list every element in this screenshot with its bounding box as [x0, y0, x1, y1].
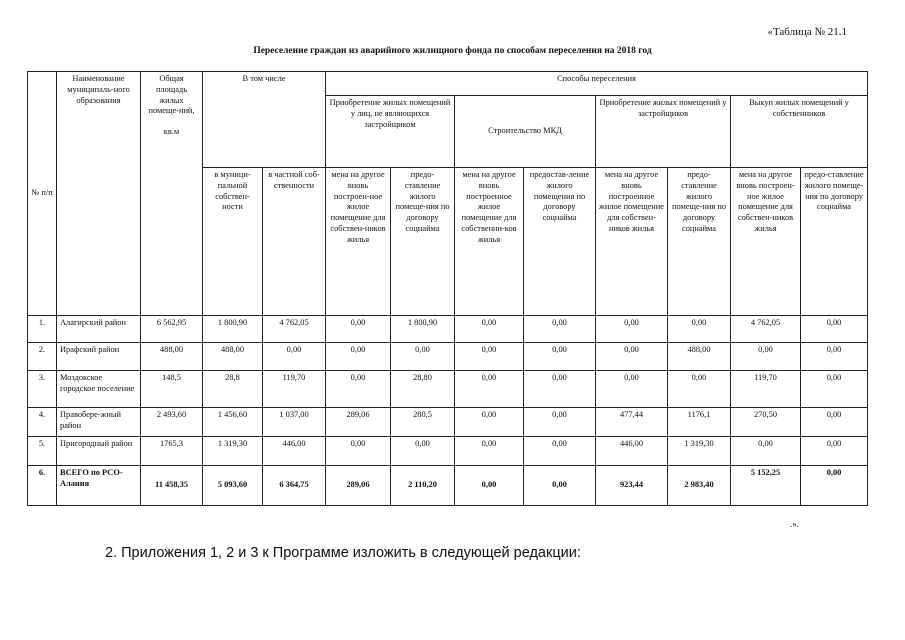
closing-quote: .».: [790, 519, 799, 529]
row-g1-provide: 28,80: [391, 371, 455, 408]
row-private: 119,70: [263, 371, 326, 408]
total-municipal: 5 093,60: [203, 466, 263, 506]
header-g3-exchange: мена на другое вновь построенное жилое помещение для собствен-ников жилья: [596, 168, 668, 316]
row-g2-exchange: 0,00: [455, 343, 524, 371]
row-g1-provide: 1 800,90: [391, 316, 455, 343]
row-g3-provide: 1 319,30: [668, 437, 731, 466]
row-area: 1765,3: [141, 437, 203, 466]
row-g2-exchange: 0,00: [455, 371, 524, 408]
total-g2-exchange: 0,00: [455, 466, 524, 506]
table-row: [28, 371, 868, 408]
total-g4-provide: 0,00: [801, 466, 868, 506]
total-private: 6 364,75: [263, 466, 326, 506]
row-private: 446,00: [263, 437, 326, 466]
row-municipal: 488,00: [203, 343, 263, 371]
header-area-unit: кв.м: [163, 127, 180, 136]
row-g3-exchange: 0,00: [596, 343, 668, 371]
table-caption: «Таблица № 21.1: [767, 26, 847, 38]
row-number: 3.: [28, 371, 57, 408]
row-name: Ирафский район: [57, 343, 141, 371]
row-g2-provide: 0,00: [524, 437, 596, 466]
row-municipal: 1 456,60: [203, 408, 263, 437]
row-g2-provide: 0,00: [524, 343, 596, 371]
table-row: [28, 408, 868, 437]
row-g3-provide: 0,00: [668, 371, 731, 408]
header-g4-exchange: мена на другое вновь построен-ное жилое помещение для собствен-ников жилья: [731, 168, 801, 316]
total-row: [28, 466, 868, 506]
header-methods: Способы переселения: [326, 72, 868, 96]
row-area: 148,5: [141, 371, 203, 408]
row-g1-exchange: 0,00: [326, 316, 391, 343]
header-g4-provide: предо-ставление жилого помеще-ния по договору соцнайма: [801, 168, 868, 316]
row-g4-exchange: 119,70: [731, 371, 801, 408]
row-g3-exchange: 0,00: [596, 316, 668, 343]
total-g3-provide: 2 983,40: [668, 466, 731, 506]
row-g4-exchange: 270,50: [731, 408, 801, 437]
row-g4-provide: 0,00: [801, 408, 868, 437]
table-row: [28, 437, 868, 466]
header-g1-provide: предо-ставление жилого помеще-ния по договору соцнайма: [391, 168, 455, 316]
row-g2-exchange: 0,00: [455, 437, 524, 466]
header-g3-provide: предо-ставление жилого помеще-ния по договору соцнайма: [668, 168, 731, 316]
row-g3-provide: 488,00: [668, 343, 731, 371]
paragraph-text: 2. Приложения 1, 2 и 3 к Программе изложить в следующей редакции:: [105, 545, 581, 561]
row-number: 2.: [28, 343, 57, 371]
total-name: ВСЕГО по РСО-Алания: [57, 466, 141, 506]
total-area: 11 458,35: [141, 466, 203, 506]
header-including: В том числе: [203, 72, 326, 168]
row-g3-provide: 1176,1: [668, 408, 731, 437]
header-num: № п/п: [28, 72, 57, 316]
row-g1-provide: 0,00: [391, 437, 455, 466]
row-g2-provide: 0,00: [524, 408, 596, 437]
row-number: 4.: [28, 408, 57, 437]
row-g4-provide: 0,00: [801, 343, 868, 371]
row-g1-exchange: 0,00: [326, 371, 391, 408]
total-g2-provide: 0,00: [524, 466, 596, 506]
row-municipal: 1 319,30: [203, 437, 263, 466]
document-title: Переселение граждан из аварийного жилищного фонда по способам переселения на 2018 год: [253, 46, 652, 56]
row-name: Моздокское городское поселение: [57, 371, 141, 408]
row-g3-exchange: 477,44: [596, 408, 668, 437]
header-name: Наименование муниципаль-ного образования: [57, 72, 141, 316]
header-area-label: Общая площадь жилых помеще-ний,: [148, 74, 195, 116]
row-name: Алагирский район: [57, 316, 141, 343]
header-group-3: Приобретение жилых помещений у застройщиков: [596, 96, 731, 168]
header-sub-private: в частной соб-ственности: [263, 168, 326, 316]
row-g2-exchange: 0,00: [455, 316, 524, 343]
row-name: Правобере-жный район: [57, 408, 141, 437]
row-g4-exchange: 0,00: [731, 437, 801, 466]
row-area: 488,00: [141, 343, 203, 371]
row-g1-exchange: 0,00: [326, 437, 391, 466]
row-g3-exchange: 0,00: [596, 371, 668, 408]
row-g4-provide: 0,00: [801, 316, 868, 343]
row-private: 1 037,00: [263, 408, 326, 437]
row-g3-provide: 0,00: [668, 316, 731, 343]
total-g3-exchange: 923,44: [596, 466, 668, 506]
header-group-1: Приобретение жилых помещений у лиц, не являющихся застройщиком: [326, 96, 455, 168]
header-sub-municipal: в муници-пальной собствен-ности: [203, 168, 263, 316]
row-area: 2 493,60: [141, 408, 203, 437]
total-g4-exchange: 5 152,25: [731, 466, 801, 506]
row-g4-exchange: 0,00: [731, 343, 801, 371]
row-g4-provide: 0,00: [801, 437, 868, 466]
row-municipal: 28,8: [203, 371, 263, 408]
total-g1-exchange: 289,06: [326, 466, 391, 506]
row-private: 4 762,05: [263, 316, 326, 343]
header-g2-provide: предостав-ление жилого помещения по договору соцнайма: [524, 168, 596, 316]
total-number: 6.: [28, 466, 57, 506]
row-g1-exchange: 0,00: [326, 343, 391, 371]
row-g1-provide: 0,00: [391, 343, 455, 371]
header-area: [141, 72, 203, 316]
header-g1-exchange: мена на другое вновь построен-ное жилое помещение для собствен-ников жилья: [326, 168, 391, 316]
row-number: 5.: [28, 437, 57, 466]
row-area: 6 562,95: [141, 316, 203, 343]
row-number: 1.: [28, 316, 57, 343]
header-g2-exchange: мена на другое вновь построенное жилое помещение для собственни-ков жилья: [455, 168, 524, 316]
row-g3-exchange: 446,00: [596, 437, 668, 466]
resettlement-table: [27, 71, 868, 506]
total-g1-provide: 2 110,20: [391, 466, 455, 506]
header-group-2: Строительство МКД: [455, 96, 596, 168]
row-g1-exchange: 289,06: [326, 408, 391, 437]
row-private: 0,00: [263, 343, 326, 371]
row-g4-exchange: 4 762,05: [731, 316, 801, 343]
row-g2-provide: 0,00: [524, 371, 596, 408]
row-name: Пригородный район: [57, 437, 141, 466]
header-row-1: [28, 72, 868, 96]
table-row: [28, 343, 868, 371]
row-g2-exchange: 0,00: [455, 408, 524, 437]
row-g2-provide: 0,00: [524, 316, 596, 343]
table-row: [28, 316, 868, 343]
row-municipal: 1 800,90: [203, 316, 263, 343]
row-g1-provide: 280,5: [391, 408, 455, 437]
row-g4-provide: 0,00: [801, 371, 868, 408]
header-group-4: Выкуп жилых помещений у собственников: [731, 96, 868, 168]
